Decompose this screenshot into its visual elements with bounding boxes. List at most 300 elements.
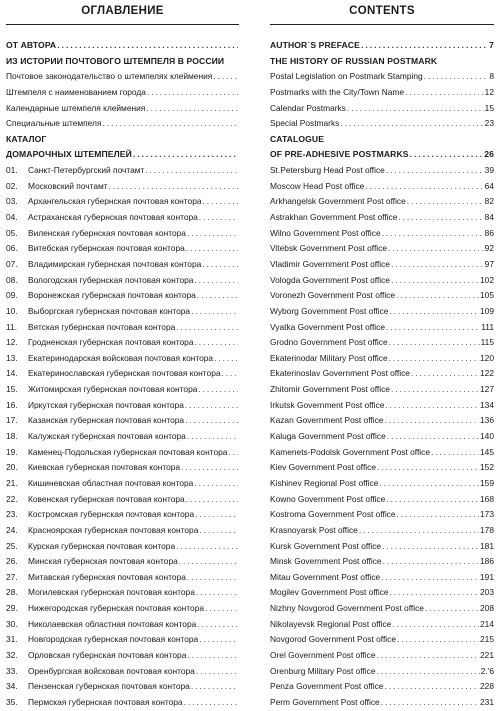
entry-number: 33. [6, 665, 18, 676]
dot-leader [179, 554, 238, 570]
toc-entry [270, 226, 494, 242]
toc-entry [6, 398, 239, 414]
entry-title: Кишиневская областная почтовая контора [28, 477, 194, 488]
entry-title: Екатеринодарская войсковая почтовая контора [28, 352, 214, 363]
entry-number: 13. [6, 352, 18, 363]
toc-entry [270, 585, 494, 601]
toc-entry [6, 539, 239, 555]
entry-page-number: 228 [480, 681, 494, 692]
entry-number: 30. [6, 618, 18, 629]
toc-entry [270, 695, 494, 711]
toc-entry [6, 351, 239, 367]
entry-title: Костромская губернская почтовая контора [28, 509, 195, 520]
dot-leader [340, 116, 483, 132]
entry-page-number: 134 [480, 399, 494, 410]
dot-leader [391, 382, 479, 398]
entry-title: Витебская губернская почтовая контора [28, 243, 185, 254]
dot-leader [384, 679, 479, 695]
toc-entry [6, 147, 239, 163]
entry-page-number: 214 [480, 618, 494, 629]
dot-leader [397, 632, 479, 648]
entry-title: Каменец-Подольская губернская почтовая контора [28, 446, 228, 457]
toc-entry [6, 382, 239, 398]
dot-leader [176, 320, 238, 336]
entry-title: Календарные штемпеля клеймения [6, 102, 146, 113]
entry-title: Вологодская губернская почтовая контора [28, 274, 194, 285]
dot-leader [181, 460, 238, 476]
russian-heading: ОГЛАВЛЕНИЕ [81, 5, 164, 17]
entry-number: 22. [6, 493, 18, 504]
dot-leader [391, 257, 484, 273]
toc-entry [6, 179, 239, 195]
entry-page-number: 231 [480, 696, 494, 707]
entry-title: Красноярская губернская почтовая контора [28, 524, 199, 535]
entry-page-number: 186 [480, 556, 494, 567]
entry-number: 27. [6, 571, 18, 582]
dot-leader [147, 85, 238, 101]
entry-title: Mogilev Government Post office [270, 587, 389, 598]
entry-title: Санкт-Петербургский почтамт [28, 165, 145, 176]
entry-page-number: 109 [480, 305, 494, 316]
entry-title: ОТ АВТОРА [6, 40, 57, 50]
toc-entry [270, 194, 494, 210]
entry-title: Kishinev Regional Post office [270, 477, 379, 488]
entry-number: 16. [6, 399, 18, 410]
toc-entry [6, 241, 239, 257]
toc-entry [270, 554, 494, 570]
entry-title: Penza Government Post office [270, 681, 384, 692]
toc-entry [6, 257, 239, 273]
dot-leader [359, 523, 479, 539]
dot-leader [392, 617, 479, 633]
toc-entry [270, 429, 494, 445]
heading-rule [6, 24, 239, 25]
entry-page-number: 102 [480, 274, 494, 285]
toc-entry [270, 335, 494, 351]
entry-title: AUTHOR`S PREFACE [270, 40, 360, 50]
entry-title: Mitau Government Post office [270, 571, 381, 582]
toc-entry [6, 601, 239, 617]
entry-title: Архангельская губернская почтовая контора [28, 196, 202, 207]
entry-title: Ковенская губернская почтовая контора [28, 493, 185, 504]
entry-number: 26. [6, 556, 18, 567]
dot-leader [197, 617, 238, 633]
dot-leader [381, 570, 479, 586]
dot-leader [187, 570, 238, 586]
dot-leader [347, 101, 484, 117]
entry-title: Kazan Government Post office [270, 415, 384, 426]
entry-number: 02. [6, 180, 18, 191]
english-heading: CONTENTS [349, 5, 415, 17]
toc-entry [6, 492, 239, 508]
dot-leader [398, 210, 483, 226]
toc-entry [270, 320, 494, 336]
entry-number: 34. [6, 681, 18, 692]
dot-leader [133, 147, 238, 163]
dot-leader [383, 554, 479, 570]
entry-page-number: 15 [484, 102, 494, 113]
dot-leader [386, 320, 480, 336]
dot-leader [194, 476, 238, 492]
toc-entry [270, 210, 494, 226]
entry-page-number: 92 [484, 243, 494, 254]
dot-leader [388, 241, 484, 257]
dot-leader [391, 273, 479, 289]
toc-entry [6, 695, 239, 711]
dot-leader [387, 429, 479, 445]
entry-title: КАТАЛОГ [6, 133, 47, 144]
entry-title: Ekaterinodar Military Post office [270, 352, 388, 363]
toc-entry [6, 523, 239, 539]
entry-title: Voronezh Government Post office [270, 290, 396, 301]
entry-title: Штемпеля с наименованием города [6, 86, 146, 97]
toc-entry [6, 445, 239, 461]
toc-entry [6, 617, 239, 633]
heading-rule [270, 24, 494, 25]
entry-title: Postmarks with the City/Town Name [270, 86, 405, 97]
entry-title: Нижегородская губернская почтовая контора [28, 603, 205, 614]
dot-leader [377, 664, 480, 680]
entry-title: Arkhangelsk Government Post office [270, 196, 406, 207]
toc-entry [6, 132, 239, 148]
toc-entry [270, 601, 494, 617]
dot-leader [194, 273, 238, 289]
entry-number: 35. [6, 696, 18, 707]
toc-entry [6, 210, 239, 226]
dot-leader [384, 413, 479, 429]
dot-leader [196, 585, 238, 601]
english-contents-column [270, 4, 494, 711]
entry-title: Минская губернская почтовая контора [28, 556, 178, 567]
dot-leader [431, 445, 479, 461]
toc-entry [270, 617, 494, 633]
entry-title: Николаевская областная почтовая контора [28, 618, 197, 629]
entry-page-number: 203 [480, 587, 494, 598]
entry-title: Vyatka Government Post office [270, 321, 385, 332]
entry-number: 20. [6, 462, 18, 473]
toc-entry [270, 85, 494, 101]
dot-leader [199, 523, 238, 539]
dot-leader [390, 585, 479, 601]
dot-leader [397, 507, 479, 523]
entry-title: Специальные штемпеля [6, 118, 102, 129]
entry-page-number: 86 [484, 227, 494, 238]
dot-leader [199, 210, 238, 226]
dot-leader [194, 335, 238, 351]
entry-title: Kostroma Government Post office [270, 509, 396, 520]
toc-entry [270, 382, 494, 398]
toc-entry [270, 288, 494, 304]
dot-leader [186, 241, 238, 257]
entry-title: St.Petersburg Head Post office [270, 165, 385, 176]
toc-entry [270, 460, 494, 476]
entry-page-number: 191 [480, 571, 494, 582]
entry-title: Calendar Postmarks [270, 102, 346, 113]
dot-leader [57, 38, 238, 54]
entry-title: Орловская губернская почтовая контора [28, 649, 187, 660]
entry-title: Почтовое законодательство о штемпелях клеймения [6, 71, 213, 82]
toc-entry [6, 648, 239, 664]
dot-leader [382, 539, 479, 555]
toc-entry [270, 273, 494, 289]
entry-title: Виленская губернская почтовая контора [28, 227, 186, 238]
entry-page-number: 26 [484, 149, 494, 160]
entry-number: 21. [6, 477, 18, 488]
entry-page-number: 208 [480, 603, 494, 614]
dot-leader [389, 304, 479, 320]
toc-entry [6, 570, 239, 586]
entry-title: Orenburg Military Post office [270, 665, 376, 676]
entry-title: Екатеринославская губернская почтовая контора [28, 368, 221, 379]
toc-entry [270, 476, 494, 492]
dot-leader [146, 101, 238, 117]
dot-leader [202, 257, 238, 273]
entry-number: 04. [6, 212, 18, 223]
entry-title: Vitebsk Government Post office [270, 243, 387, 254]
toc-entry [270, 179, 494, 195]
entry-number: 07. [6, 258, 18, 269]
entry-number: 31. [6, 634, 18, 645]
entry-number: 23. [6, 509, 18, 520]
toc-entry [270, 257, 494, 273]
entry-page-number: 84 [484, 212, 494, 223]
entry-title: Московский почтамт [28, 180, 108, 191]
entry-title: Kaluga Government Post office [270, 431, 386, 442]
toc-entry [270, 570, 494, 586]
entry-title: ДОМАРОЧНЫХ ШТЕМПЕЛЕЙ [6, 149, 132, 160]
entry-number: 19. [6, 446, 18, 457]
dot-leader [425, 601, 479, 617]
toc-entry [6, 101, 239, 117]
toc-entry [270, 413, 494, 429]
dot-leader [377, 648, 480, 664]
dot-leader [222, 366, 238, 382]
dot-leader [102, 116, 238, 132]
toc-entry [6, 429, 239, 445]
toc-entry [270, 523, 494, 539]
entry-title: Иркутская губернская почтовая контора [28, 399, 184, 410]
dot-leader [389, 335, 480, 351]
dot-leader [191, 679, 238, 695]
toc-entry [6, 664, 239, 680]
toc-entry [270, 163, 494, 179]
toc-entry [6, 413, 239, 429]
entry-number: 10. [6, 305, 18, 316]
entry-title: Новгородская губернская почтовая контора [28, 634, 199, 645]
toc-entry [270, 507, 494, 523]
dot-leader [361, 38, 488, 54]
toc-entry [6, 116, 239, 132]
toc-entry [270, 241, 494, 257]
entry-number: 03. [6, 196, 18, 207]
entry-title: ИЗ ИСТОРИИ ПОЧТОВОГО ШТЕМПЕЛЯ В РОССИИ [6, 55, 225, 66]
entry-page-number: 82 [484, 196, 494, 207]
dot-leader [186, 492, 238, 508]
toc-entry [270, 398, 494, 414]
entry-page-number: 127 [480, 384, 494, 395]
dot-leader [228, 445, 238, 461]
dot-leader [176, 539, 238, 555]
entry-title: Киевская губернская почтовая контора [28, 462, 181, 473]
entry-page-number: 8 [489, 71, 494, 82]
dot-leader [203, 194, 238, 210]
dot-leader [386, 492, 479, 508]
dot-leader [184, 695, 238, 711]
toc-entry [270, 101, 494, 117]
entry-title: Kamenets-Podolsk Government Post office [270, 446, 430, 457]
entry-title: Kiev Government Post office [270, 462, 376, 473]
entry-title: Курская губернская почтовая контора [28, 540, 176, 551]
entry-number: 28. [6, 587, 18, 598]
toc-entry [6, 476, 239, 492]
toc-entry [6, 163, 239, 179]
entry-page-number: 64 [484, 180, 494, 191]
toc-entry [6, 288, 239, 304]
toc-entry [6, 460, 239, 476]
entry-page-number: 136 [480, 415, 494, 426]
entry-title: OF PRE-ADHESIVE POSTMARKS [270, 149, 409, 160]
entry-number: 06. [6, 243, 18, 254]
dot-leader [382, 226, 484, 242]
entry-title: Пермская губернская почтовая контора [28, 696, 183, 707]
toc-entry [6, 69, 239, 85]
entry-page-number: 111 [481, 321, 494, 332]
entry-page-number: 2.'6 [480, 665, 494, 676]
entry-title: Вятская губернская почтовая контора [28, 321, 176, 332]
entry-title: Astrakhan Government Post office [270, 212, 398, 223]
dot-leader [187, 648, 238, 664]
entry-page-number: 159 [480, 477, 494, 488]
entry-page-number: 215 [480, 634, 494, 645]
toc-entry [6, 304, 239, 320]
dot-leader [379, 476, 479, 492]
entry-title: Wilno Government Post office [270, 227, 381, 238]
dot-leader [386, 163, 484, 179]
entry-title: Moscow Head Post office [270, 180, 365, 191]
entry-title: Minsk Government Post office [270, 556, 382, 567]
entry-title: Выборгская губернская почтовая контора [28, 305, 191, 316]
entry-title: Казанская губернская почтовая контора [28, 415, 185, 426]
entry-number: 11. [6, 321, 18, 332]
entry-title: Irkutsk Government Post office [270, 399, 385, 410]
entry-title: Житомирская губернская почтовая контора [28, 384, 198, 395]
toc-entry [270, 679, 494, 695]
toc-entry [6, 335, 239, 351]
entry-title: THE HISTORY OF RUSSIAN POSTMARK [270, 55, 438, 66]
entry-title: Special Postmarks [270, 118, 340, 129]
toc-entry [270, 116, 494, 132]
entry-page-number: 173 [480, 509, 494, 520]
entry-page-number: 178 [480, 524, 494, 535]
entry-page-number: 105 [480, 290, 494, 301]
toc-entry [6, 554, 239, 570]
dot-leader [187, 226, 238, 242]
entry-number: 32. [6, 649, 18, 660]
entry-number: 05. [6, 227, 18, 238]
entry-title: Митавская губернская почтовая контора [28, 571, 186, 582]
entry-title: Пензенская губернская почтовая контора [28, 681, 190, 692]
entry-title: Krasnoyarsk Post office [270, 524, 358, 535]
dot-leader [191, 304, 238, 320]
entry-page-number: 120 [480, 352, 494, 363]
entry-title: Orel Government Post office [270, 649, 376, 660]
toc-entry [270, 147, 494, 163]
entry-title: Воронежская губернская почтовая контора [28, 290, 196, 301]
entry-number: 08. [6, 274, 18, 285]
dot-leader [411, 366, 479, 382]
toc-entry [6, 273, 239, 289]
dot-leader [410, 147, 484, 163]
entry-title: Ekaterinoslav Government Post office [270, 368, 410, 379]
entry-number: 15. [6, 384, 18, 395]
entry-title: Grodno Government Post office [270, 337, 388, 348]
dot-leader [196, 664, 238, 680]
entry-page-number: 152 [480, 462, 494, 473]
entry-page-number: 221 [480, 649, 494, 660]
entry-title: Nizhny Novgorod Government Post office [270, 603, 424, 614]
dot-leader [389, 351, 479, 367]
dot-leader [405, 85, 484, 101]
toc-entry [270, 132, 494, 148]
entry-number: 09. [6, 290, 18, 301]
toc-entry [6, 54, 239, 70]
entry-number: 14. [6, 368, 18, 379]
dot-leader [214, 351, 238, 367]
entry-title: Zhitomir Government Post office [270, 384, 390, 395]
russian-entries [6, 38, 239, 711]
entry-title: Владимирская губернская почтовая контора [28, 258, 202, 269]
entry-title: Kowno Government Post office [270, 493, 386, 504]
dot-leader [145, 163, 238, 179]
toc-entry [6, 85, 239, 101]
toc-entry [270, 445, 494, 461]
toc-entry [270, 69, 494, 85]
toc-entry [270, 664, 494, 680]
entry-title: Wyborg Government Post office [270, 305, 389, 316]
entry-number: 17. [6, 415, 18, 426]
entry-page-number: 12 [484, 86, 494, 97]
entry-title: Гродненская губернская почтовая контора [28, 337, 194, 348]
dot-leader [187, 429, 238, 445]
dot-leader [195, 507, 238, 523]
dot-leader [205, 601, 238, 617]
toc-entry [270, 648, 494, 664]
toc-entry [6, 194, 239, 210]
entry-page-number: 168 [480, 493, 494, 504]
dot-leader [424, 69, 489, 85]
toc-entry [6, 679, 239, 695]
toc-entry [6, 366, 239, 382]
entry-page-number: 181 [480, 540, 494, 551]
toc-entry [270, 492, 494, 508]
entry-title: CATALOGUE [270, 133, 325, 144]
dot-leader [197, 288, 238, 304]
dot-leader [213, 69, 238, 85]
dot-leader [407, 194, 484, 210]
toc-entry [6, 632, 239, 648]
entry-number: 12. [6, 337, 18, 348]
toc-entry [6, 585, 239, 601]
entry-title: Астраханская губернская почтовая контора [28, 212, 198, 223]
entry-page-number: 97 [484, 258, 494, 269]
entry-page-number: 122 [480, 368, 494, 379]
toc-entry [270, 366, 494, 382]
entry-page-number: 39 [484, 165, 494, 176]
dot-leader [381, 695, 479, 711]
toc-entry [270, 632, 494, 648]
dot-leader [377, 460, 479, 476]
entry-number: 25. [6, 540, 18, 551]
